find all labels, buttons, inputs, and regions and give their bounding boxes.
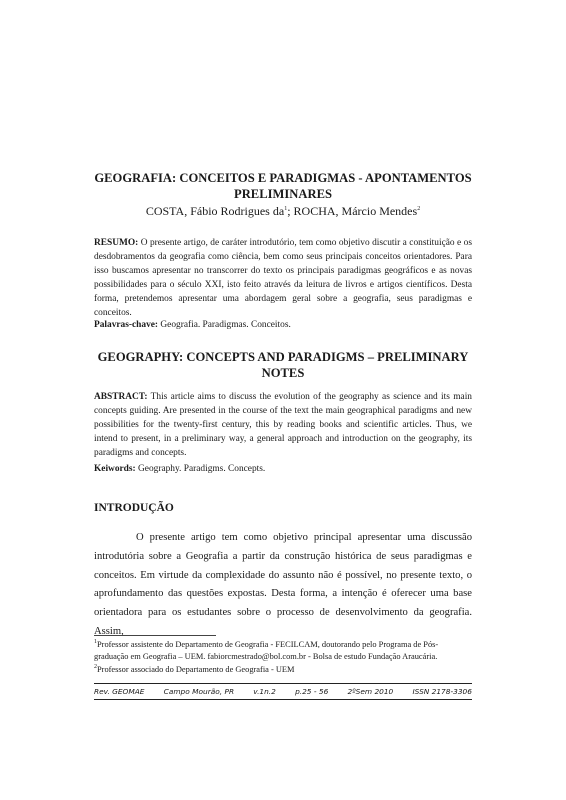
footnote-1-text: Professor assistente do Departamento de Geografia - FECILCAM, doutorando pelo Programa de Pós-graduação em Geografia – UEM. fabiorcmestrado@bol.com.br - Bolsa de estudo Fundação Araucária.	[94, 640, 439, 662]
author-1: COSTA, Fábio Rodrigues da	[145, 204, 285, 218]
footer-volume: v.1n.2	[253, 687, 276, 696]
footnotes	[94, 639, 472, 676]
palavras-chave-text: Geografia. Paradigmas. Conceitos.	[158, 320, 291, 330]
journal-footer	[94, 687, 472, 696]
resumo-paragraph	[94, 236, 472, 321]
footnote-1	[94, 639, 472, 664]
article-authors	[94, 204, 472, 219]
abstract-paragraph	[94, 390, 472, 460]
keywords-text: Geography. Paradigms. Concepts.	[135, 464, 266, 474]
keywords-label: Keiwords:	[94, 464, 136, 474]
footer-journal: Rev. GEOMAE	[94, 687, 145, 696]
footnote-separator	[94, 635, 216, 636]
keywords-line	[94, 462, 472, 476]
introduction-paragraph: O presente artigo tem como objetivo principal apresentar uma discussão introdutória sobre a Geografia a partir da construção histórica de seus paradigmas e conceitos. Em virtude da complexidade do assunto não é possível, no presente texto, o aprofundamento das questões expostas. Desta forma, a intenção é oferecer uma base orientadora para os estudantes sobre o processo de desenvolvimento da geografia. Assim,	[94, 532, 472, 637]
abstract-text: This article aims to discuss the evolution of the geography as science and its main concepts guiding. Are presented in the course of the text the main geographical paradigms and new possibilities for the twenty-first century, this by reading books and scientific articles. Thus, we intend to present, in a preliminary way, a general approach and introduction on the geography, its paradigms and concepts.	[94, 392, 472, 459]
author-separator: ;	[287, 204, 294, 218]
footer-semester: 2ºSem 2010	[347, 687, 394, 696]
article-title-en: GEOGRAPHY: CONCEPTS AND PARADIGMS – PRELIMINARY NOTES	[97, 350, 469, 380]
palavras-chave-line	[94, 318, 472, 332]
abstract-label: ABSTRACT:	[94, 392, 148, 402]
footnote-1-mark: 1	[94, 639, 97, 646]
resumo-label: RESUMO:	[94, 238, 139, 248]
palavras-chave-label: Palavras-chave:	[94, 320, 159, 330]
section-heading-introducao: INTRODUÇÃO	[94, 502, 174, 514]
footer-city: Campo Mourão, PR	[163, 687, 235, 696]
article-title-pt: GEOGRAFIA: CONCEITOS E PARADIGMAS - APONTAMENTOS PRELIMINARES	[94, 171, 472, 201]
footnote-2-text: Professor associado do Departamento de Geografia - UEM	[97, 664, 295, 674]
footnote-2-mark: 2	[94, 664, 97, 671]
author-2: ROCHA, Márcio Mendes	[293, 204, 418, 218]
author-1-footnote-mark: 1	[284, 206, 288, 212]
footer-issn: ISSN 2178-3306	[412, 687, 472, 696]
footer-bottom-rule	[94, 699, 472, 700]
footer-pages: p.25 - 56	[295, 687, 329, 696]
footer-top-rule	[94, 683, 472, 684]
resumo-text: O presente artigo, de caráter introdutório, tem como objetivo discutir a constituição e os desdobramentos da geografia como ciência, bem como seus principais conceitos orientadores. Para isso buscamos apresentar no transcorrer do texto os principais paradigmas geográficos e as novas possibilidades para o século XXI, isto feito através da leitura de livros e artigos científicos. Desta forma, pretendemos apresentar uma abordagem geral sobre a geografia, seus paradigmas e conceitos.	[94, 238, 472, 319]
footnote-2	[94, 664, 472, 676]
author-2-footnote-mark: 2	[417, 206, 421, 212]
